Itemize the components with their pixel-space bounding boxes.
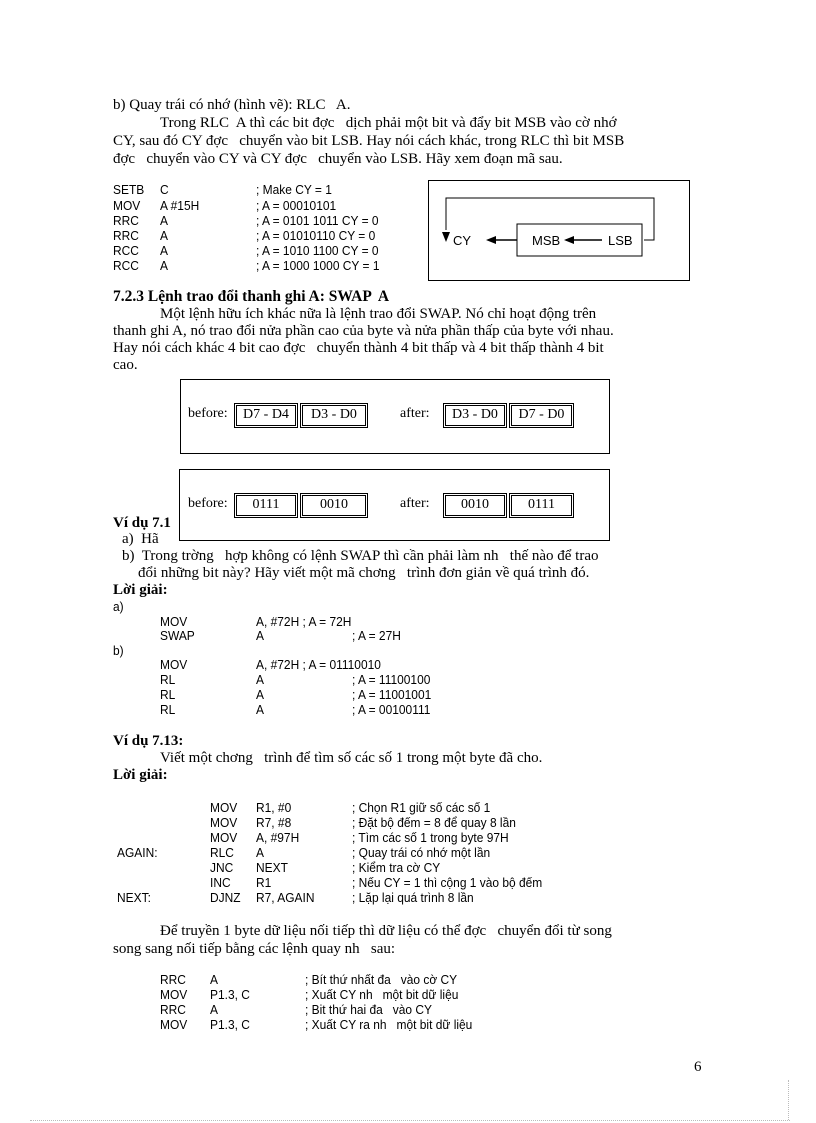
code-arg: P1.3, C <box>210 1017 250 1032</box>
nibble-cell: D7 - D0 <box>509 403 574 428</box>
part-a-label: a) <box>113 599 124 614</box>
code-arg: A #15H <box>160 198 200 213</box>
section-line-1: Một lệnh hữu ích khác nữa là lệnh trao đổi SWAP. Nó chỉ hoạt động trên <box>160 306 597 322</box>
code-arg: A <box>160 243 168 258</box>
code-op: MOV <box>210 830 238 845</box>
nibble-cell: D3 - D0 <box>443 403 507 428</box>
example-712-part-b-line-2: đổi những bit này? Hãy viết một mã chơng trình đơn giản về quá trình đó. <box>138 565 590 581</box>
code-label: AGAIN: <box>117 845 158 860</box>
cy-label: CY <box>453 233 472 248</box>
code-arg: A <box>256 672 264 687</box>
code-comment: ; Kiểm tra cờ CY <box>352 860 441 875</box>
serial-line-1: Để truyền 1 byte dữ liệu nối tiếp thì dữ liệu có thể đợc chuyển đổi từ song <box>160 923 612 939</box>
section-line-4: cao. <box>113 357 138 373</box>
code-comment: ; Make CY = 1 <box>256 182 332 197</box>
code-comment: ; Xuất CY ra nh một bit dữ liệu <box>305 1017 473 1032</box>
code-arg: NEXT <box>256 860 288 875</box>
code-comment: ; A = 11001001 <box>352 687 432 702</box>
code-comment: ; Chọn R1 giữ số các số 1 <box>352 800 491 815</box>
code-arg: A <box>256 687 264 702</box>
code-op: RLC <box>210 845 234 860</box>
section-line-3: Hay nói cách khác 4 bit cao đợc chuyển thành 4 bit thấp và 4 bit thấp thành 4 bit <box>113 340 604 356</box>
example-713-text: Viết một chơng trình để tìm số các số 1 trong một byte đã cho. <box>160 750 543 766</box>
code-arg: A <box>256 628 264 643</box>
code-op: MOV <box>210 815 238 830</box>
code-op: RL <box>160 672 176 687</box>
after-label: after: <box>400 496 430 511</box>
page-edge-line <box>30 1120 790 1121</box>
code-comment: ; Bít thứ nhất đa vào cờ CY <box>305 972 458 987</box>
code-comment: ; Xuất CY nh một bit dữ liệu <box>305 987 459 1002</box>
code-arg: A <box>256 845 264 860</box>
code-op: DJNZ <box>210 890 241 905</box>
part-b-label: b) <box>113 643 124 658</box>
code-comment: ; A = 00010101 <box>256 198 337 213</box>
code-arg: R1, #0 <box>256 800 292 815</box>
section-line-2: thanh ghi A, nó trao đổi nửa phần cao của byte và nửa phần thấp của byte với nhau. <box>113 323 614 339</box>
nibble-cell: 0010 <box>443 493 507 518</box>
rlc-diagram <box>428 180 692 282</box>
code-comment: ; Bit thứ hai đa vào CY <box>305 1002 433 1017</box>
code-op: RL <box>160 702 176 717</box>
code-op: MOV <box>160 657 188 672</box>
code-comment: ; A = 27H <box>352 628 401 643</box>
code-op: MOV <box>160 614 188 629</box>
example-712-title: Ví dụ 7.1 <box>113 515 171 531</box>
code-arg: A <box>160 213 168 228</box>
code-arg: R7, #8 <box>256 815 292 830</box>
code-op: RL <box>160 687 176 702</box>
code-comment: ; A = 0101 1011 CY = 0 <box>256 213 379 228</box>
code-comment: ; A = 00100111 <box>352 702 431 717</box>
code-op: RRC <box>160 1002 186 1017</box>
page-number: 6 <box>694 1059 702 1075</box>
msb-label: MSB <box>532 233 561 248</box>
code-arg: A, #72H ; A = 01110010 <box>256 657 381 672</box>
code-comment: ; A = 1000 1000 CY = 1 <box>256 258 380 273</box>
nibble-cell: D3 - D0 <box>300 403 368 428</box>
example-712-part-b-line-1: b) Trong trờng hợp không có lệnh SWAP thì cần phải làm nh thế nào để trao <box>122 548 599 564</box>
code-arg: A <box>160 258 168 273</box>
before-label: before: <box>188 406 228 421</box>
nibble-cell: 0010 <box>300 493 368 518</box>
code-comment: ; Lặp lại quá trình 8 lần <box>352 890 474 905</box>
section-title: 7.2.3 Lệnh trao đổi thanh ghi A: SWAP A <box>113 288 390 305</box>
nibble-cell: D7 - D4 <box>234 403 298 428</box>
solution-heading: Lời giải: <box>113 767 168 783</box>
nibble-cell: 0111 <box>234 493 298 518</box>
serial-line-2: song sang nối tiếp bằng các lệnh quay nh sau: <box>113 941 396 957</box>
code-comment: ; A = 01010110 CY = 0 <box>256 228 376 243</box>
code-op: MOV <box>210 800 238 815</box>
code-op: MOV <box>113 198 141 213</box>
code-op: SETB <box>113 182 145 197</box>
code-op: RCC <box>113 258 139 273</box>
code-arg: A, #72H ; A = 72H <box>256 614 352 629</box>
code-op: MOV <box>160 1017 188 1032</box>
nibble-cell: 0111 <box>509 493 574 518</box>
lsb-label: LSB <box>608 233 633 248</box>
code-op: INC <box>210 875 231 890</box>
code-arg: C <box>160 182 169 197</box>
code-op: SWAP <box>160 628 195 643</box>
code-comment: ; Tìm các số 1 trong byte 97H <box>352 830 509 845</box>
code-arg: A <box>210 1002 218 1017</box>
before-label: before: <box>188 496 228 511</box>
code-op: RRC <box>113 228 139 243</box>
page-edge-line <box>788 1080 789 1120</box>
code-arg: A <box>160 228 168 243</box>
code-comment: ; A = 11100100 <box>352 672 431 687</box>
example-713-title: Ví dụ 7.13: <box>113 733 184 749</box>
code-arg: A, #97H <box>256 830 300 845</box>
code-comment: ; Nếu CY = 1 thì cộng 1 vào bộ đếm <box>352 875 543 890</box>
intro-line-2: CY, sau đó CY đợc chuyển vào bit LSB. Hay nói cách khác, trong RLC thì bit MSB <box>113 133 625 149</box>
after-label: after: <box>400 406 430 421</box>
arrow-left-icon <box>564 236 574 244</box>
code-arg: A <box>210 972 218 987</box>
solution-heading: Lời giải: <box>113 582 168 598</box>
code-op: MOV <box>160 987 188 1002</box>
arrow-left-icon <box>486 236 496 244</box>
code-op: JNC <box>210 860 234 875</box>
code-op: RRC <box>160 972 186 987</box>
code-comment: ; Đặt bộ đếm = 8 để quay 8 lần <box>352 815 516 830</box>
intro-line-1: Trong RLC A thì các bit đợc dịch phải một bit và đẩy bit MSB vào cờ nhớ <box>160 115 617 131</box>
code-arg: R7, AGAIN <box>256 890 315 905</box>
code-comment: ; A = 1010 1100 CY = 0 <box>256 243 379 258</box>
example-712-part-a: a) Hã <box>122 531 159 547</box>
arrow-down-icon <box>442 232 450 242</box>
code-arg: P1.3, C <box>210 987 250 1002</box>
intro-heading: b) Quay trái có nhớ (hình vẽ): RLC A. <box>113 97 351 113</box>
code-arg: A <box>256 702 264 717</box>
code-arg: R1 <box>256 875 272 890</box>
code-op: RCC <box>113 243 139 258</box>
code-label: NEXT: <box>117 890 151 905</box>
code-op: RRC <box>113 213 139 228</box>
code-comment: ; Quay trái có nhớ một lần <box>352 845 491 860</box>
intro-line-3: đợc chuyển vào CY và CY đợc chuyển vào LSB. Hãy xem đoạn mã sau. <box>113 151 563 167</box>
